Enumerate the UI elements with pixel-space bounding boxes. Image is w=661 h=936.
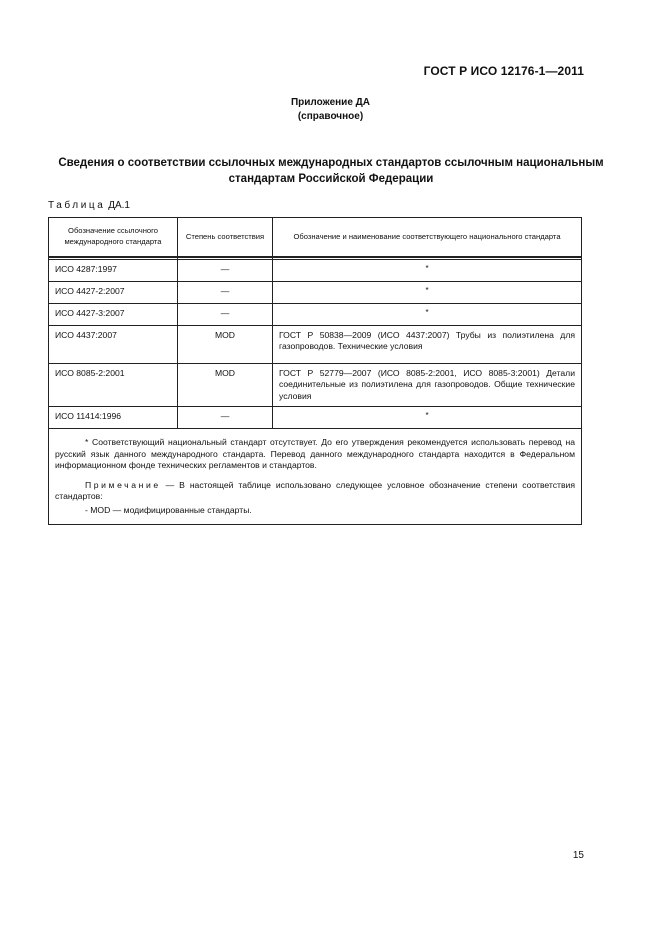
annex-subtitle: (справочное) [297, 111, 364, 122]
cell-degree: — [178, 303, 273, 325]
document-code: ГОСТ Р ИСО 12176-1—2011 [423, 64, 584, 78]
cell-national: ГОСТ Р 52779—2007 (ИСО 8085-2:2001, ИСО 8085-3:2001) Детали соединительные из полиэтилена для газопроводов. Общие технические условия [273, 363, 582, 407]
header-international-standard: Обозначение ссылочного международного стандарта [49, 218, 178, 257]
note-text: — В настоящей таблице использовано следующее условное обозначение степени соответствия стандартов: [55, 479, 575, 501]
section-heading [48, 155, 614, 187]
annex-title: Приложение ДА [290, 97, 371, 108]
table-label [48, 200, 130, 211]
note-label: Примечание [85, 479, 161, 490]
cell-national: * [273, 407, 582, 429]
table-label-word: Таблица [48, 200, 106, 211]
cell-degree: — [178, 259, 273, 281]
page-number: 15 [572, 850, 584, 861]
note-item: - MOD — модифицированные стандарты. [85, 504, 252, 515]
cell-degree: MOD [178, 325, 273, 363]
cell-national: * [273, 259, 582, 281]
cell-national: ГОСТ Р 50838—2009 (ИСО 4437:2007) Трубы из полиэтилена для газопроводов. Технические условия [273, 325, 582, 363]
section-heading-line2: стандартам Российской Федерации [228, 173, 434, 185]
table-row [49, 281, 582, 303]
cell-ref: ИСО 11414:1996 [49, 407, 178, 429]
standards-correspondence-table [48, 217, 582, 525]
cell-degree: MOD [178, 363, 273, 407]
table-footnote-row [49, 429, 582, 525]
cell-degree: — [178, 281, 273, 303]
cell-ref: ИСО 8085-2:2001 [49, 363, 178, 407]
table-header-row [49, 218, 582, 257]
footnote-text: * Соответствующий национальный стандарт отсутствует. До его утверждения рекомендуется использовать перевод на русский язык данного международного стандарта. Перевод данного международного стандарта находится в Федеральном информационном фонде технических регламентов и стандартов. [55, 437, 575, 470]
cell-ref: ИСО 4437:2007 [49, 325, 178, 363]
table-row [49, 407, 582, 429]
cell-national: * [273, 281, 582, 303]
cell-ref: ИСО 4287:1997 [49, 259, 178, 281]
cell-national: * [273, 303, 582, 325]
table-row [49, 259, 582, 281]
note-paragraph [55, 480, 575, 503]
table-footnote [49, 429, 582, 525]
cell-ref: ИСО 4427-3:2007 [49, 303, 178, 325]
table-label-number: ДА.1 [108, 200, 130, 211]
section-heading-line1: Сведения о соответствии ссылочных международных стандартов ссылочным национальным [58, 157, 604, 169]
table-row [49, 303, 582, 325]
cell-degree: — [178, 407, 273, 429]
cell-ref: ИСО 4427-2:2007 [49, 281, 178, 303]
table-row [49, 325, 582, 363]
header-national-standard: Обозначение и наименование соответствующего национального стандарта [273, 218, 582, 257]
header-degree: Степень соответствия [178, 218, 273, 257]
table-row [49, 363, 582, 407]
annex-header [0, 96, 661, 124]
